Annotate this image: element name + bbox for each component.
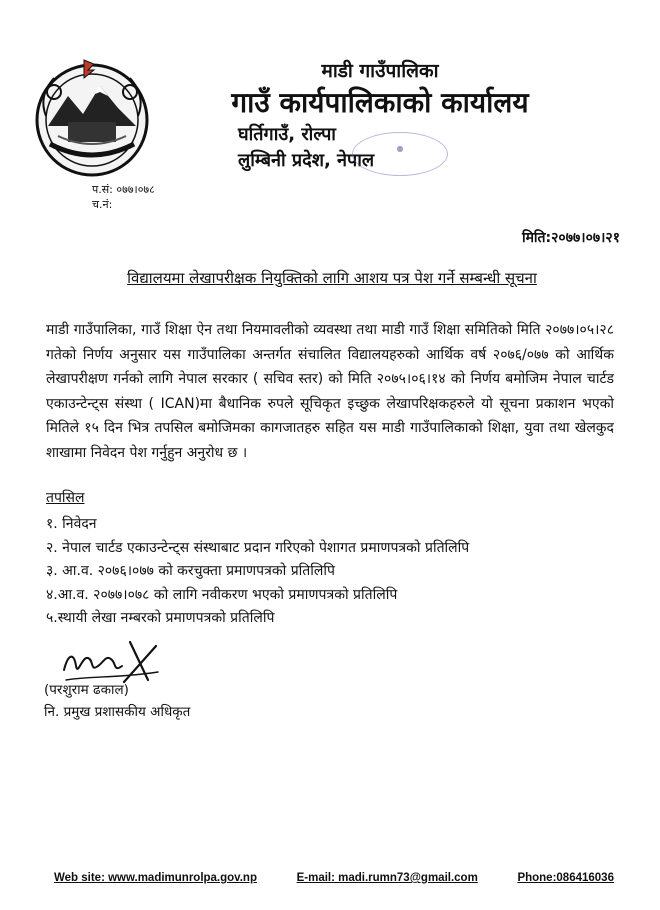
website-link[interactable]: Web site: www.madimunrolpa.gov.np [54, 872, 257, 884]
email-link[interactable]: E-mail: madi.rumn73@gmail.com [296, 872, 478, 884]
list-item: ४.आ.व. २०७७।०७८ को लागि नवीकरण भएको प्रमाणपत्रको प्रतिलिपि [46, 586, 398, 603]
phone-number: Phone:086416036 [517, 872, 614, 884]
list-item: २. नेपाल चार्टड एकाउन्टेन्ट्स संस्थाबाट प्रदान गरिएको पेशागत प्रमाणपत्रको प्रतिलिपि [46, 539, 470, 556]
required-documents-list [46, 513, 469, 631]
notice-subject: विद्यालयमा लेखापरीक्षक नियुक्तिको लागि आशय पत्र पेश गर्ने सम्बन्धी सूचना [127, 269, 537, 287]
signer-title: नि. प्रमुख प्रशासकीय अधिकृत [44, 704, 191, 720]
list-item: ३. आ.व. २०७६।०७७ को करचुक्ता प्रमाणपत्रको प्रतिलिपि [46, 563, 335, 579]
letter-number: प.सं: ०७७।०७८ [92, 183, 155, 196]
municipality-name: माडी गाउँपालिका [321, 60, 439, 82]
list-heading: तपसिल [46, 490, 85, 506]
notice-date: मिति:२०७७।०७।२१ [521, 230, 620, 246]
notice-body: माडी गाउँपालिका, गाउँ शिक्षा ऐन तथा नियमावलीको व्यवस्था तथा माडी गाउँ शिक्षा समितिको मिति २०७७।०५।२८ गतेको निर्णय अनुसार यस गाउँपालिका अन्तर्गत संचालित विद्यालयहरुको आर्थिक वर्ष २०७६/०७७ को आर्थिक लेखापरीक्षण गर्नको लागि नेपाल सरकार ( सचिव स्तर) को मिति २०७५।०६।१४ को निर्णय बमोजिम नेपाल चार्टड एकाउन्टेन्ट्स संस्था ( ICAN)मा बैधानिक रुपले सूचिकृत इच्छुक लेखापरिक्षकहरुले यो सूचना प्रकाशन भएको मितिले १५ दिन भित्र तपसिल बमोजिमका कागजातहरु सहित यस माडी गाउँपालिकाको शिक्षा, युवा तथा खेलकुद शाखामा निवेदन पेश गर्नुहुन अनुरोध छ । [46, 322, 614, 461]
dispatch-number: च.नं: [92, 198, 113, 211]
signer-name: (परशुराम ढकाल) [44, 682, 129, 698]
address-line-1: घर्तिगाउँ, रोल्पा [238, 124, 336, 145]
list-item: १. निवेदन [46, 516, 97, 532]
list-item: ५.स्थायी लेखा नम्बरको प्रमाणपत्रको प्रतिलिपि [46, 610, 275, 626]
reference-numbers [92, 182, 155, 212]
office-name: गाउँ कार्यपालिकाको कार्यालय [231, 86, 529, 119]
office-stamp-icon: ● [352, 132, 448, 176]
footer-contact [54, 872, 614, 884]
nepal-government-emblem-icon [28, 56, 156, 180]
address-line-2: लुम्बिनी प्रदेश, नेपाल [238, 150, 375, 171]
